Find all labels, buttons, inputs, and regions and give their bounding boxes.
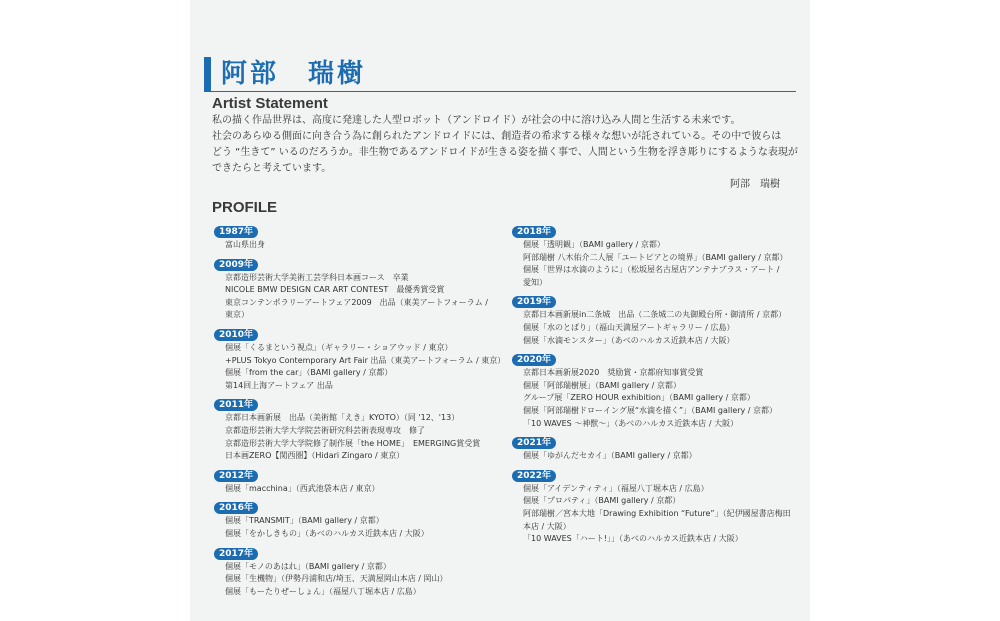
profile-entry: 京都造形芸術大学美術工芸学科日本画コース 卒業 [225,272,409,282]
year-group [214,322,504,342]
year-badge: 2021年 [512,437,556,449]
year-badge: 2022年 [512,470,556,482]
profile-entry: グループ展「ZERO HOUR exhibition」（BAMI gallery / 京都） [523,393,755,403]
profile-entry: 日本画ZERO【関西圏】（Hidari Zingaro / 東京） [225,451,405,461]
profile-entry: 個展「アイデンティティ」（福屋八丁堀本店 / 広島） [523,483,709,493]
profile-heading: PROFILE [212,199,278,216]
profile-entry: 個展「世界は水滴のように」（松坂屋名古屋店アンテナプラス・アート / [523,265,780,275]
profile-entry: 個展「阿部瑞樹ドローイング展“水滴を描く”」（BAMI gallery / 京都） [523,405,778,415]
statement-line: できたらと考えています。 [212,163,332,174]
profile-entry: 阿部瑞樹／宮本大地「Drawing Exhibition “Future”」（紀伊國屋書店梅田 [523,508,791,518]
profile-entry: 個展「阿部瑞樹展」（BAMI gallery / 京都） [523,380,681,390]
year-badge: 2020年 [512,354,556,366]
year-group [512,289,802,309]
year-group [214,392,504,412]
artist-statement [212,113,802,193]
profile-right-column [512,219,802,546]
year-badge: 2012年 [214,470,258,482]
year-badge: 2016年 [214,502,258,514]
profile-entry: 第14回上海アートフェア 出品 [225,380,333,390]
year-group [512,463,802,483]
document-page [190,0,810,621]
year-badge: 1987年 [214,226,258,238]
year-group [512,219,802,239]
year-group [214,219,504,239]
profile-entry: +PLUS Tokyo Contemporary Art Fair 出品（東美アートフォーラム / 東京） [225,355,506,365]
statement-heading: Artist Statement [212,95,328,112]
statement-line: どう “生きて” いるのだろうか。非生物であるアンドロイドが生きる姿を描く事で、人間という生物を浮き彫りにするような表現が [212,147,798,158]
profile-entry: 個展「ゆがんだセカイ」（BAMI gallery / 京都） [523,451,697,461]
year-badge: 2010年 [214,329,258,341]
profile-entry: 個展「生機物」（伊勢丹浦和店/埼玉、天満屋岡山本店 / 岡山） [225,574,448,584]
year-badge: 2017年 [214,548,258,560]
statement-signature: 阿部 瑞樹 [730,179,780,190]
profile-entry: 京都日本画新展 出品（美術館「えき」KYOTO）（同 '12、'13） [225,413,460,423]
artist-name: 阿部 瑞樹 [221,59,367,89]
year-badge: 2018年 [512,226,556,238]
profile-entry: 個展「モノのあはれ」（BAMI gallery / 京都） [225,561,391,571]
profile-entry: 京都造形芸術大学大学院芸術研究科芸術表現専攻 修了 [225,425,425,435]
profile-left-column [214,219,504,598]
profile-entry: NICOLE BMW DESIGN CAR ART CONTEST 最優秀賞受賞 [225,285,445,295]
profile-entry: 個展「from the car」（BAMI gallery / 京都） [225,368,393,378]
statement-line: 私の描く作品世界は、高度に発達した人型ロボット（アンドロイド）が社会の中に溶け込み人間と生活する未来です。 [212,115,741,126]
profile-entry: 個展「透明観」（BAMI gallery / 京都） [523,240,665,249]
header-rule [204,91,796,92]
artist-header [204,54,796,92]
profile-entry: 個展「くるまという視点」（ギャラリー・ショアウッド / 東京） [225,342,453,352]
profile-entry: 本店 / 大阪） [523,521,571,531]
profile-entry: 個展「macchina」（西武池袋本店 / 東京） [225,483,380,493]
profile-entry: 個展「TRANSMIT」（BAMI gallery / 京都） [225,516,384,526]
profile-entry: 個展「をかしきもの」（あべのハルカス近鉄本店 / 大阪） [225,528,429,538]
year-group [214,495,504,515]
profile-entry: 個展「プロパティ」（BAMI gallery / 京都） [523,496,681,506]
profile-entry: 東京） [225,310,249,320]
year-group [214,541,504,561]
year-group [214,252,504,272]
year-badge: 2019年 [512,296,556,308]
year-group [512,430,802,450]
header-accent-bar [204,57,211,91]
profile-entry: 富山県出身 [225,240,265,249]
year-group [214,463,504,483]
profile-entry: 京都日本画新展in二条城 出品（二条城二の丸御殿台所・御清所 / 京都） [523,310,787,320]
profile-entry: 個展「水のとばり」（福山天満屋アートギャラリー / 広島） [523,322,735,332]
profile-entry: 京都造形芸術大学大学院修了制作展「the HOME」 EMERGING賞受賞 [225,438,481,448]
year-group [512,347,802,367]
profile-entry: 個展「もーたりぜーしょん」（福屋八丁堀本店 / 広島） [225,586,421,596]
profile-entry: 愛知） [523,277,547,287]
year-badge: 2009年 [214,259,258,271]
profile-entry: 個展「水滴モンスター」（あべのハルカス近鉄本店 / 大阪） [523,335,735,345]
year-badge: 2011年 [214,399,258,411]
profile-entry: 「10 WAVES「ハート!」」（あべのハルカス近鉄本店 / 大阪） [523,534,743,544]
profile-entry: 阿部瑞樹 八木佑介二人展「ユートピアとの境界」（BAMI gallery / 京都） [523,252,788,262]
profile-entry: 京都日本画新展2020 奨励賞・京都府知事賞受賞 [523,368,704,378]
profile-entry: 東京コンテンポラリーアートフェア2009 出品（東美アートフォーラム / [225,297,488,307]
statement-line: 社会のあらゆる側面に向き合う為に創られたアンドロイドには、創造者の希求する様々な想いが託されている。その中で彼らは [212,131,782,142]
profile-entry: 「10 WAVES 〜神獣〜」（あべのハルカス近鉄本店 / 大阪） [523,418,739,428]
